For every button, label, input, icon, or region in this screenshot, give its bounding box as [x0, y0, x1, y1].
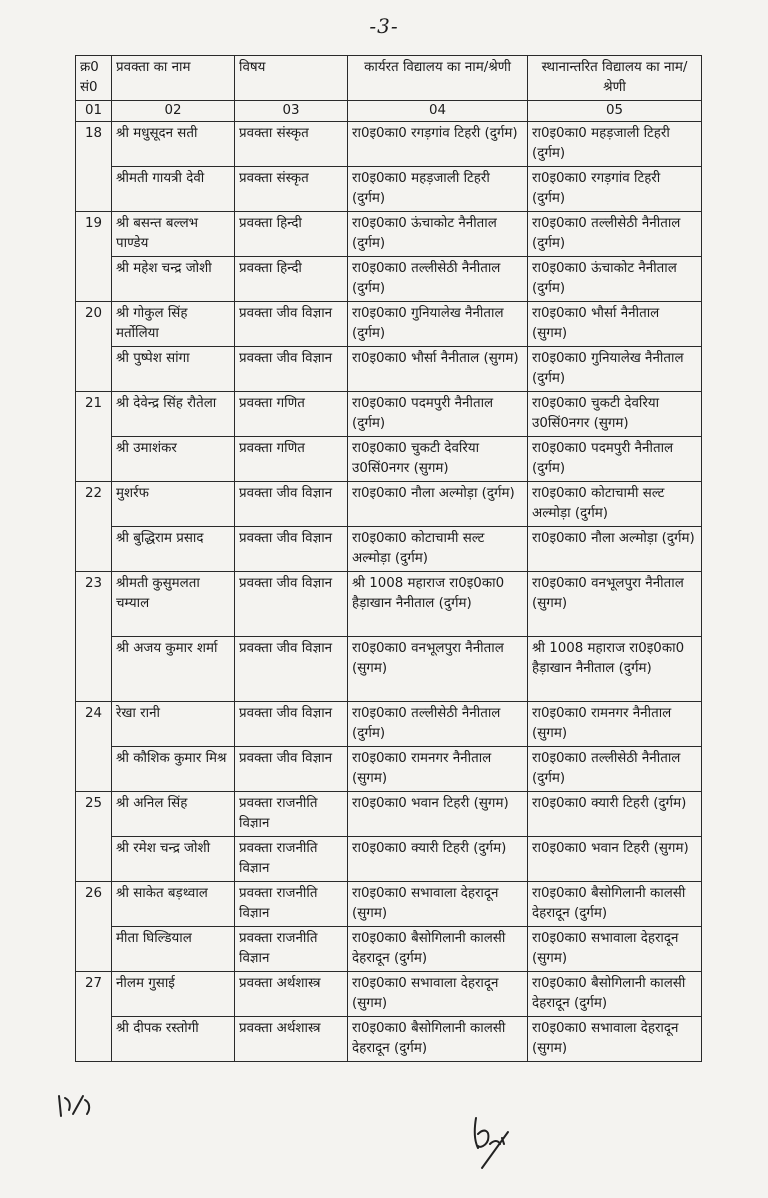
transfer-school-cell: रा0इ0का0 चुकटी देवरिया उ0सिं0नगर (सुगम) — [528, 392, 702, 437]
lecturer-name-cell: श्री उमाशंकर — [112, 437, 235, 482]
lecturer-name-cell: श्री कौशिक कुमार मिश्र — [112, 747, 235, 792]
initials-scribble-icon — [55, 1090, 105, 1120]
current-school-cell: रा0इ0का0 तल्लीसेठी नैनीताल (दुर्गम) — [348, 257, 528, 302]
lecturer-name-cell: श्री साकेत बड़थ्वाल — [112, 882, 235, 927]
lecturer-name-cell: श्री गोकुल सिंह मर्तोलिया — [112, 302, 235, 347]
transfer-table-container — [75, 55, 701, 1062]
transfer-school-cell: रा0इ0का0 महड़जाली टिहरी (दुर्गम) — [528, 122, 702, 167]
table-row — [76, 122, 702, 167]
current-school-cell: रा0इ0का0 बैसोगिलानी कालसी देहरादून (दुर्गम) — [348, 927, 528, 972]
header-current-school: कार्यरत विद्यालय का नाम/श्रेणी — [348, 56, 528, 101]
transfer-school-cell: रा0इ0का0 गुनियालेख नैनीताल (दुर्गम) — [528, 347, 702, 392]
subject-cell: प्रवक्ता राजनीति विज्ञान — [235, 927, 348, 972]
lecturer-name-cell: श्री देवेन्द्र सिंह रौतेला — [112, 392, 235, 437]
current-school-cell: रा0इ0का0 ऊंचाकोट नैनीताल (दुर्गम) — [348, 212, 528, 257]
subject-cell: प्रवक्ता जीव विज्ञान — [235, 347, 348, 392]
lecturer-name-cell: श्री मधुसूदन सती — [112, 122, 235, 167]
transfer-school-cell: रा0इ0का0 रामनगर नैनीताल (सुगम) — [528, 702, 702, 747]
subject-cell: प्रवक्ता अर्थशास्त्र — [235, 1017, 348, 1062]
subject-cell: प्रवक्ता जीव विज्ञान — [235, 702, 348, 747]
transfer-school-cell: रा0इ0का0 तल्लीसेठी नैनीताल (दुर्गम) — [528, 747, 702, 792]
transfer-table — [75, 55, 702, 1062]
current-school-cell: रा0इ0का0 रगड़गांव टिहरी (दुर्गम) — [348, 122, 528, 167]
subject-cell: प्रवक्ता गणित — [235, 392, 348, 437]
current-school-cell: रा0इ0का0 भवान टिहरी (सुगम) — [348, 792, 528, 837]
table-row — [76, 572, 702, 637]
lecturer-name-cell: श्रीमती गायत्री देवी — [112, 167, 235, 212]
column-number: 02 — [112, 101, 235, 122]
transfer-school-cell: रा0इ0का0 तल्लीसेठी नैनीताल (दुर्गम) — [528, 212, 702, 257]
table-row — [76, 437, 702, 482]
serial-number-cell: 24 — [76, 702, 112, 792]
lecturer-name-cell: श्री बुद्धिराम प्रसाद — [112, 527, 235, 572]
subject-cell: प्रवक्ता गणित — [235, 437, 348, 482]
header-serial-number: क्र0 सं0 — [76, 56, 112, 101]
serial-number-cell: 22 — [76, 482, 112, 572]
table-row — [76, 837, 702, 882]
current-school-cell: रा0इ0का0 नौला अल्मोड़ा (दुर्गम) — [348, 482, 528, 527]
serial-number-cell: 27 — [76, 972, 112, 1062]
serial-number-cell: 19 — [76, 212, 112, 302]
subject-cell: प्रवक्ता राजनीति विज्ञान — [235, 882, 348, 927]
lecturer-name-cell: मीता घिल्डियाल — [112, 927, 235, 972]
lecturer-name-cell: श्री पुष्पेश सांगा — [112, 347, 235, 392]
table-row — [76, 212, 702, 257]
column-number: 05 — [528, 101, 702, 122]
lecturer-name-cell: श्रीमती कुसुमलता चम्याल — [112, 572, 235, 637]
column-number-row — [76, 101, 702, 122]
transfer-school-cell: रा0इ0का0 नौला अल्मोड़ा (दुर्गम) — [528, 527, 702, 572]
transfer-school-cell: रा0इ0का0 क्यारी टिहरी (दुर्गम) — [528, 792, 702, 837]
subject-cell: प्रवक्ता राजनीति विज्ञान — [235, 792, 348, 837]
column-number: 01 — [76, 101, 112, 122]
current-school-cell: रा0इ0का0 कोटाचामी सल्ट अल्मोड़ा (दुर्गम) — [348, 527, 528, 572]
subject-cell: प्रवक्ता हिन्दी — [235, 212, 348, 257]
subject-cell: प्रवक्ता जीव विज्ञान — [235, 482, 348, 527]
lecturer-name-cell: श्री अजय कुमार शर्मा — [112, 637, 235, 702]
table-row — [76, 302, 702, 347]
lecturer-name-cell: रेखा रानी — [112, 702, 235, 747]
current-school-cell: श्री 1008 महाराज रा0इ0का0 हैड़ाखान नैनीताल (दुर्गम) — [348, 572, 528, 637]
signature-icon — [468, 1110, 548, 1170]
subject-cell: प्रवक्ता जीव विज्ञान — [235, 302, 348, 347]
table-row — [76, 167, 702, 212]
column-number: 04 — [348, 101, 528, 122]
lecturer-name-cell: मुशर्रफ — [112, 482, 235, 527]
current-school-cell: रा0इ0का0 वनभूलपुरा नैनीताल (सुगम) — [348, 637, 528, 702]
transfer-school-cell: रा0इ0का0 वनभूलपुरा नैनीताल (सुगम) — [528, 572, 702, 637]
table-row — [76, 792, 702, 837]
table-row — [76, 882, 702, 927]
current-school-cell: रा0इ0का0 क्यारी टिहरी (दुर्गम) — [348, 837, 528, 882]
table-row — [76, 527, 702, 572]
page-number: -3- — [369, 14, 399, 38]
current-school-cell: रा0इ0का0 सभावाला देहरादून (सुगम) — [348, 882, 528, 927]
transfer-school-cell: रा0इ0का0 रगड़गांव टिहरी (दुर्गम) — [528, 167, 702, 212]
subject-cell: प्रवक्ता संस्कृत — [235, 122, 348, 167]
subject-cell: प्रवक्ता जीव विज्ञान — [235, 747, 348, 792]
transfer-school-cell: रा0इ0का0 बैसोगिलानी कालसी देहरादून (दुर्गम) — [528, 882, 702, 927]
column-number: 03 — [235, 101, 348, 122]
subject-cell: प्रवक्ता राजनीति विज्ञान — [235, 837, 348, 882]
serial-number-cell: 25 — [76, 792, 112, 882]
transfer-school-cell: रा0इ0का0 बैसोगिलानी कालसी देहरादून (दुर्गम) — [528, 972, 702, 1017]
current-school-cell: रा0इ0का0 रामनगर नैनीताल (सुगम) — [348, 747, 528, 792]
transfer-school-cell: रा0इ0का0 भवान टिहरी (सुगम) — [528, 837, 702, 882]
table-row — [76, 747, 702, 792]
lecturer-name-cell: श्री बसन्त बल्लभ पाण्डेय — [112, 212, 235, 257]
transfer-school-cell: रा0इ0का0 भौर्सा नैनीताल (सुगम) — [528, 302, 702, 347]
table-row — [76, 482, 702, 527]
subject-cell: प्रवक्ता जीव विज्ञान — [235, 637, 348, 702]
lecturer-name-cell: नीलम गुसाई — [112, 972, 235, 1017]
current-school-cell: रा0इ0का0 भौर्सा नैनीताल (सुगम) — [348, 347, 528, 392]
current-school-cell: रा0इ0का0 बैसोगिलानी कालसी देहरादून (दुर्गम) — [348, 1017, 528, 1062]
transfer-school-cell: रा0इ0का0 कोटाचामी सल्ट अल्मोड़ा (दुर्गम) — [528, 482, 702, 527]
subject-cell: प्रवक्ता जीव विज्ञान — [235, 572, 348, 637]
transfer-school-cell: रा0इ0का0 पदमपुरी नैनीताल (दुर्गम) — [528, 437, 702, 482]
subject-cell: प्रवक्ता जीव विज्ञान — [235, 527, 348, 572]
current-school-cell: रा0इ0का0 गुनियालेख नैनीताल (दुर्गम) — [348, 302, 528, 347]
current-school-cell: रा0इ0का0 तल्लीसेठी नैनीताल (दुर्गम) — [348, 702, 528, 747]
serial-number-cell: 26 — [76, 882, 112, 972]
transfer-school-cell: रा0इ0का0 ऊंचाकोट नैनीताल (दुर्गम) — [528, 257, 702, 302]
current-school-cell: रा0इ0का0 सभावाला देहरादून (सुगम) — [348, 972, 528, 1017]
lecturer-name-cell: श्री महेश चन्द्र जोशी — [112, 257, 235, 302]
table-row — [76, 257, 702, 302]
header-subject: विषय — [235, 56, 348, 101]
table-row — [76, 1017, 702, 1062]
subject-cell: प्रवक्ता संस्कृत — [235, 167, 348, 212]
table-row — [76, 637, 702, 702]
current-school-cell: रा0इ0का0 पदमपुरी नैनीताल (दुर्गम) — [348, 392, 528, 437]
lecturer-name-cell: श्री दीपक रस्तोगी — [112, 1017, 235, 1062]
lecturer-name-cell: श्री अनिल सिंह — [112, 792, 235, 837]
serial-number-cell: 18 — [76, 122, 112, 212]
subject-cell: प्रवक्ता हिन्दी — [235, 257, 348, 302]
current-school-cell: रा0इ0का0 महड़जाली टिहरी (दुर्गम) — [348, 167, 528, 212]
lecturer-name-cell: श्री रमेश चन्द्र जोशी — [112, 837, 235, 882]
table-row — [76, 927, 702, 972]
table-row — [76, 392, 702, 437]
serial-number-cell: 20 — [76, 302, 112, 392]
transfer-school-cell: रा0इ0का0 सभावाला देहरादून (सुगम) — [528, 927, 702, 972]
table-row — [76, 347, 702, 392]
table-row — [76, 702, 702, 747]
header-transfer-school: स्थानान्तरित विद्यालय का नाम/श्रेणी — [528, 56, 702, 101]
header-lecturer-name: प्रवक्ता का नाम — [112, 56, 235, 101]
subject-cell: प्रवक्ता अर्थशास्त्र — [235, 972, 348, 1017]
header-row — [76, 56, 702, 101]
current-school-cell: रा0इ0का0 चुकटी देवरिया उ0सिं0नगर (सुगम) — [348, 437, 528, 482]
serial-number-cell: 23 — [76, 572, 112, 702]
serial-number-cell: 21 — [76, 392, 112, 482]
table-row — [76, 972, 702, 1017]
transfer-school-cell: श्री 1008 महाराज रा0इ0का0 हैड़ाखान नैनीताल (दुर्गम) — [528, 637, 702, 702]
transfer-school-cell: रा0इ0का0 सभावाला देहरादून (सुगम) — [528, 1017, 702, 1062]
